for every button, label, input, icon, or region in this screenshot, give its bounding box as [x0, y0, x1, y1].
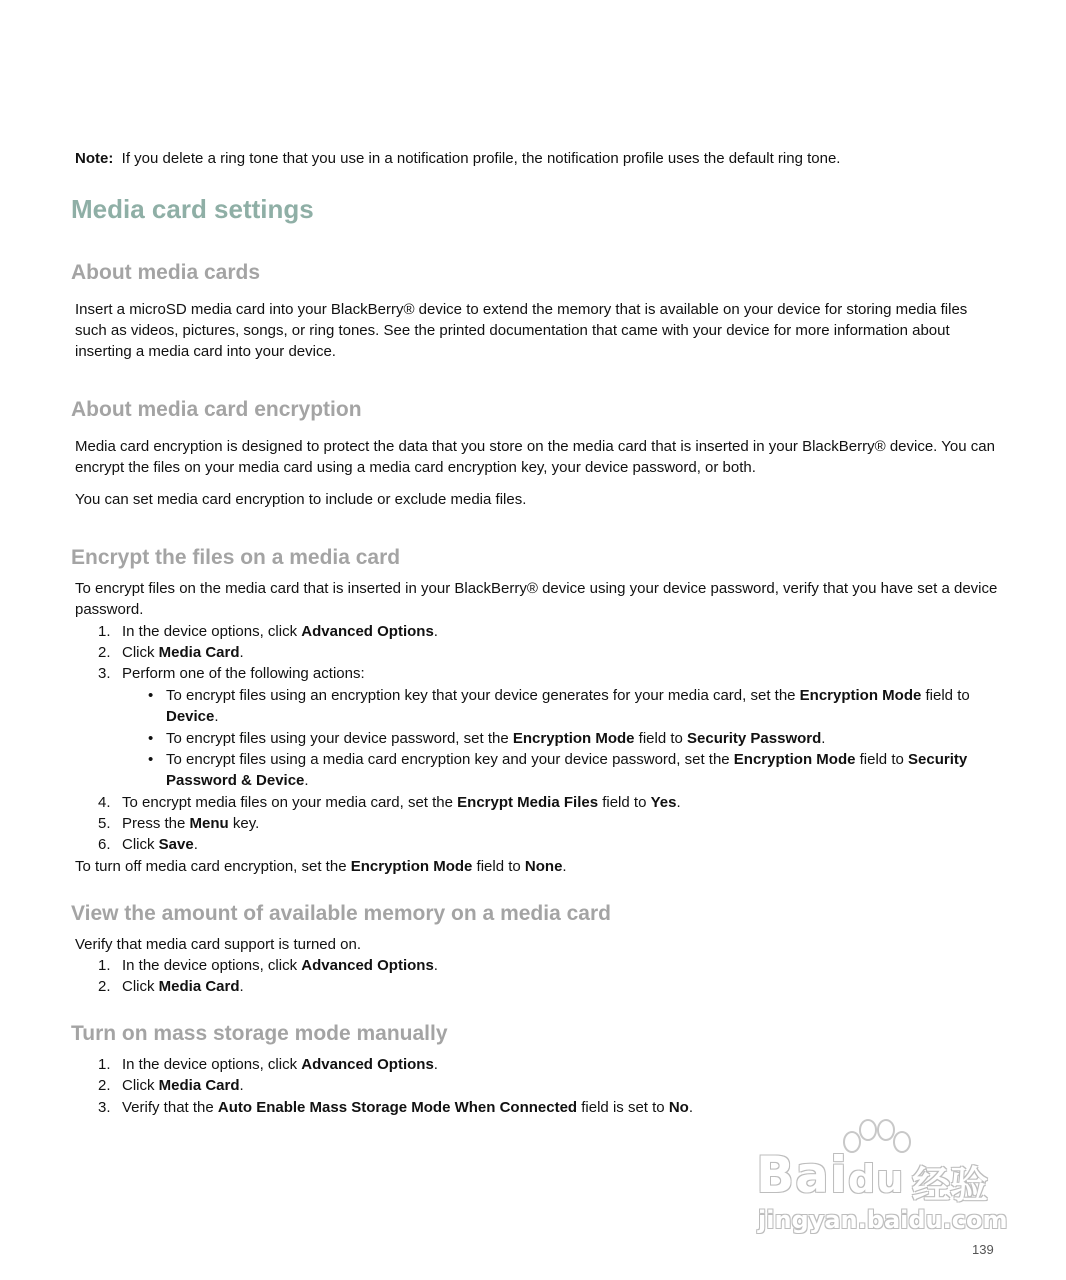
bullet-item: • To encrypt files using your device password, set the Encryption Mode field to Security Password. [148, 730, 826, 747]
page-number: 139 [972, 1242, 994, 1257]
list-item: 2. Click Media Card. [98, 1077, 244, 1094]
baidu-watermark [752, 1118, 1008, 1236]
encrypt-outro: To turn off media card encryption, set the Encryption Mode field to None. [75, 858, 567, 875]
bullet-item: • To encrypt files using an encryption key that your device generates for your media card, set the Encryption Mode field to Device. [148, 687, 970, 725]
watermark-brand-du: du [848, 1157, 905, 1201]
list-item: 6. Click Save. [98, 836, 198, 853]
note-line [75, 148, 840, 169]
heading-about-media-cards: About media cards [71, 261, 261, 284]
bullet-dot: • [148, 730, 154, 747]
about-media-cards-paragraph: Insert a microSD media card into your BlackBerry® device to extend the memory that is available on your device for storing media files such as videos, pictures, songs, or ring tones. See the printed documentation that came with your device for more information about inserting a media card into your device. [75, 301, 968, 360]
list-item: 1. In the device options, click Advanced Options. [98, 623, 438, 640]
heading-encrypt-files: Encrypt the files on a media card [71, 546, 401, 569]
list-item: 3. Perform one of the following actions: [98, 665, 365, 682]
page-title: Media card settings [71, 194, 314, 224]
bullet-dot: • [148, 687, 154, 704]
bullet-item: • To encrypt files using a media card encryption key and your device password, set the Encryption Mode field to Security Password & Device. [148, 751, 968, 789]
list-item: 1. In the device options, click Advanced Options. [98, 957, 438, 974]
about-encryption-paragraph-2: You can set media card encryption to include or exclude media files. [75, 491, 527, 508]
note-text: If you delete a ring tone that you use in a notification profile, the notification profile uses the default ring tone. [121, 150, 841, 167]
memory-intro: Verify that media card support is turned on. [75, 936, 361, 953]
watermark-chinese: 经验 [912, 1163, 989, 1207]
list-item: 5. Press the Menu key. [98, 815, 260, 832]
list-item: 4. To encrypt media files on your media card, set the Encrypt Media Files field to Yes. [98, 794, 681, 811]
note-label: Note: [75, 150, 114, 167]
watermark-url: jingyan.baidu.com [758, 1206, 1008, 1234]
list-item: 1. In the device options, click Advanced Options. [98, 1056, 438, 1073]
heading-mass-storage: Turn on mass storage mode manually [71, 1022, 448, 1045]
list-item: 3. Verify that the Auto Enable Mass Storage Mode When Connected field is set to No. [98, 1099, 693, 1116]
heading-about-encryption: About media card encryption [71, 398, 362, 421]
about-encryption-paragraph-1: Media card encryption is designed to protect the data that you store on the media card that is inserted in your BlackBerry® device. You can encrypt the files on your media card using a media card encryption key, your device password, or both. [75, 438, 995, 476]
bullet-dot: • [148, 751, 154, 768]
list-item: 2. Click Media Card. [98, 978, 244, 995]
encrypt-intro: To encrypt files on the media card that is inserted in your BlackBerry® device using your device password, verify that you have set a device password. [75, 580, 998, 618]
list-item: 2. Click Media Card. [98, 644, 244, 661]
heading-view-memory: View the amount of available memory on a media card [71, 902, 611, 925]
watermark-brand: Bai [756, 1146, 848, 1204]
